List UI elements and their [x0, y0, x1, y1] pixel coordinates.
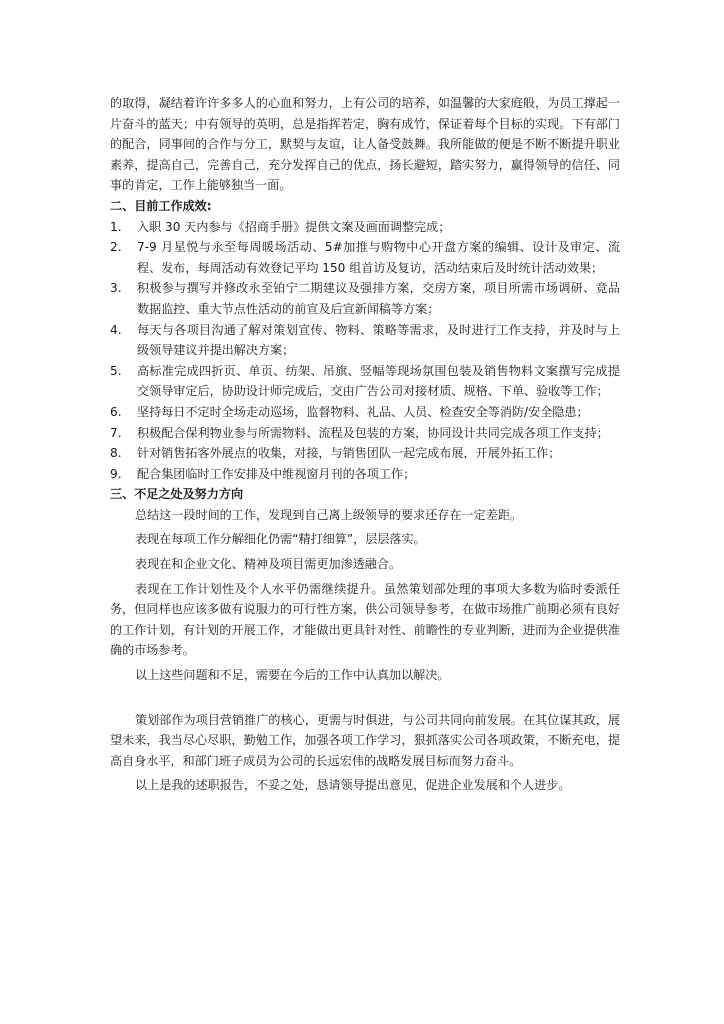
section-3-heading: 三、不足之处及努力方向: [110, 487, 244, 502]
list-item: [110, 278, 620, 319]
list-item-number: 9.: [110, 466, 122, 481]
list-item-number: 5.: [110, 363, 122, 378]
list-item-text: 针对销售拓客外展点的收集，对接，与销售团队一起完成布展，开展外拓工作；: [137, 446, 561, 461]
list-item-number: 8.: [110, 446, 122, 461]
list-item: [110, 443, 620, 464]
document-body: [110, 93, 620, 796]
list-item-number: 6.: [110, 404, 122, 419]
list-item: [110, 320, 620, 361]
list-item-number: 2.: [110, 240, 122, 255]
list-item-text: 积极参与撰写并修改永至铂宁二期建议及强排方案，交房方案，项目所需市场调研、竞品数据监控、重大节点性活动的前宣及后宣新闻稿等方案；: [137, 281, 620, 316]
list-item-text: 积极配合保利物业参与所需物料、流程及包装的方案，协同设计共同完成各项工作支持；: [137, 425, 609, 440]
shortcoming-paragraph: 表现在每项工作分解细化仍需“精打细算”，层层落实。: [135, 532, 426, 547]
list-item-text: 高标准完成四折页、单页、纺架、吊旗、竖幅等现场氛围包装及销售物料文案撰写完成提交领导审定后，协助设计师完成后，交由广告公司对接材质、规格、下单、验收等工作；: [137, 363, 620, 399]
list-item-text: 7-9 月星悦与永至每周暖场活动、5#加推与购物中心开盘方案的编辑、设计及审定、流程、发布，每周活动有效登记平均 150 组首访及复访，活动结束后及时统计活动效果；: [137, 240, 620, 275]
list-item: [110, 217, 620, 238]
list-item: [110, 237, 620, 278]
list-item-text: 每天与各项目沟通了解对策划宣传、物料、策略等需求，及时进行工作支持，并及时与上级领导建议并提出解决方案；: [137, 322, 620, 358]
list-item-number: 7.: [110, 425, 122, 440]
shortcoming-paragraph: 表现在和企业文化、精神及项目需更加渗透融合。: [135, 557, 402, 572]
shortcoming-paragraph: 表现在工作计划性及个人水平仍需继续提升。虽然策划部处理的事项大多数为临时委派任务，但同样也应该多做有说服力的可行性方案，供公司领导参考，在做市场推广前期必须有良好的工作计划，有计划的开展工作，才能做出更具针对性、前瞻性的专业判断，进而为企业提供准确的市场参考。: [110, 581, 620, 658]
list-item: [110, 464, 620, 485]
list-item-number: 1.: [110, 219, 122, 234]
intro-paragraph: 的取得，凝结着许许多多人的心血和努力，上有公司的培养，如温馨的大家庭般，为员工撑起一片奋斗的蓝天；中有领导的英明，总是指挥若定，胸有成竹，保证着每个目标的实现。下有部门的配合，同事间的合作与分工，默契与友谊，让人备受鼓舞。我所能做的便是不断不断提升职业素养，提高自己，完善自己，充分发挥自己的优点，扬长避短，踏实努力，赢得领导的信任、同事的肯定，工作上能够独当一面。: [110, 96, 620, 193]
list-item-text: 入职 30 天内参与《招商手册》提供文案及画面调整完成；: [137, 219, 451, 234]
closing-paragraph: 以上是我的述职报告，不妥之处，恳请领导提出意见，促进企业发展和个人进步。: [135, 778, 571, 793]
list-item-number: 4.: [110, 322, 122, 337]
list-item: [110, 361, 620, 402]
list-item-text: 配合集团临时工作安排及中维视窗月刊的各项工作；: [137, 466, 416, 481]
list-item-text: 坚持每日不定时全场走动巡场，监督物料、礼品、人员、检查安全等消防/安全隐患；: [137, 404, 589, 419]
shortcoming-paragraph: 总结这一段时间的工作，发现到自己离上级领导的要求还存在一定差距。: [135, 507, 523, 522]
closing-paragraph: 策划部作为项目营销推广的核心，更需与时俱进，与公司共同向前发展。在其位谋其政，展望未来，我当尽心尽职，勤勉工作，加强各项工作学习，狠抓落实公司各项政策，不断充电，提高自身水平，和部门班子成员为公司的长远宏伟的战略发展目标而努力奋斗。: [110, 712, 620, 768]
achievements-list: [110, 217, 620, 485]
shortcoming-paragraph: 以上这些问题和不足，需要在今后的工作中认真加以解决。: [135, 668, 450, 683]
list-item: [110, 423, 620, 444]
list-item-number: 3.: [110, 281, 122, 296]
section-2-heading: 二、目前工作成效:: [110, 198, 212, 213]
list-item: [110, 402, 620, 423]
